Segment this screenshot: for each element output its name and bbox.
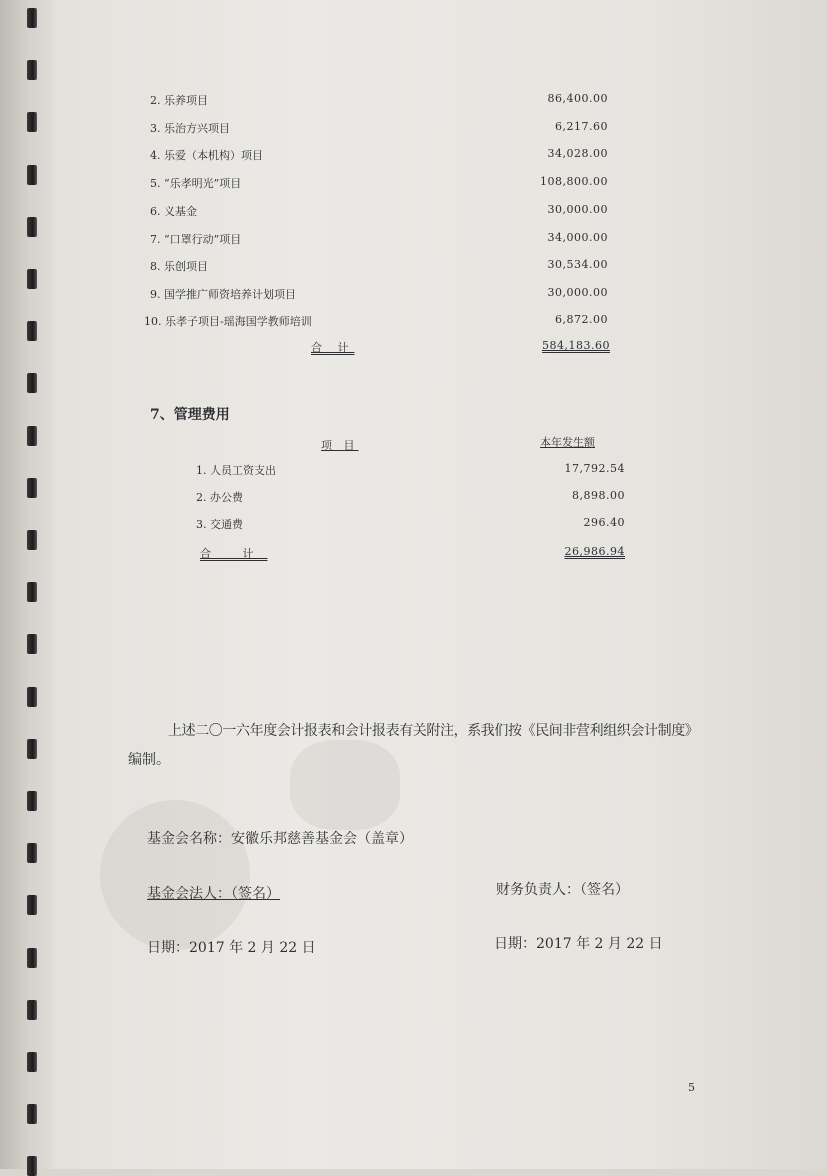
page-number: 5 xyxy=(688,1081,695,1094)
items-total-amount: 584,183.60 xyxy=(542,339,610,352)
binder-ring xyxy=(27,165,37,185)
project-item-label: 5. “乐孝明光”项目 xyxy=(150,177,242,190)
binder-ring xyxy=(27,373,37,393)
date-right: 日期：2017 年 2 月 22 日 xyxy=(494,936,663,952)
project-item-label: 3. 乐治方兴项目 xyxy=(150,122,230,135)
binder-ring xyxy=(27,426,37,446)
management-item-amount: 17,792.54 xyxy=(564,462,625,475)
management-item-label: 1. 人员工资支出 xyxy=(196,464,276,477)
column-header-item: 项 目 xyxy=(321,439,359,452)
date-left: 日期：2017 年 2 月 22 日 xyxy=(147,940,316,956)
binder-ring xyxy=(27,1104,37,1124)
binder-ring xyxy=(27,1156,37,1176)
binder-ring xyxy=(27,843,37,863)
management-item-amount: 296.40 xyxy=(583,516,625,529)
project-item-amount: 30,000.00 xyxy=(547,286,608,299)
project-item-amount: 6,217.60 xyxy=(555,120,608,133)
binder-ring xyxy=(27,269,37,289)
project-item-amount: 30,000.00 xyxy=(547,203,608,216)
binder-ring xyxy=(27,530,37,550)
statement-line-1: 上述二〇一六年度会计报表和会计报表有关附注，系我们按《民间非营利组织会计制度》 xyxy=(168,723,699,739)
foundation-name: 基金会名称：安徽乐邦慈善基金会（盖章） xyxy=(147,831,413,847)
binder-ring xyxy=(27,478,37,498)
binder-ring xyxy=(27,687,37,707)
management-item-label: 2. 办公费 xyxy=(196,491,243,504)
binder-ring xyxy=(27,8,37,28)
project-item-amount: 108,800.00 xyxy=(540,175,608,188)
stamp-bleed-through xyxy=(290,740,400,830)
legal-representative-signature: 基金会法人：（签名） xyxy=(147,886,280,902)
items-total-label: 合 计 xyxy=(311,341,355,354)
project-item-amount: 34,028.00 xyxy=(547,147,608,160)
project-item-label: 4. 乐爱（本机构）项目 xyxy=(150,149,263,162)
binder-ring xyxy=(27,321,37,341)
binder-ring xyxy=(27,1000,37,1020)
project-item-amount: 86,400.00 xyxy=(547,92,608,105)
mgmt-total-amount: 26,986.94 xyxy=(564,545,625,558)
project-item-label: 9. 国学推广师资培养计划项目 xyxy=(150,288,296,301)
binder-ring xyxy=(27,217,37,237)
mgmt-total-label: 合 计 xyxy=(200,547,268,560)
project-item-label: 6. 义基金 xyxy=(150,205,197,218)
project-item-label: 10. 乐孝子项目-瑶海国学教师培训 xyxy=(144,315,312,328)
finance-head-signature: 财务负责人：（签名） xyxy=(496,882,629,898)
binder-ring xyxy=(27,791,37,811)
project-item-amount: 34,000.00 xyxy=(547,231,608,244)
project-item-amount: 30,534.00 xyxy=(547,258,608,271)
management-item-amount: 8,898.00 xyxy=(572,489,625,502)
binder-ring xyxy=(27,739,37,759)
stamp-bleed-through xyxy=(100,800,250,950)
binder-ring xyxy=(27,895,37,915)
binder-ring xyxy=(27,634,37,654)
project-item-label: 7. “口罩行动”项目 xyxy=(150,233,242,246)
column-header-amount: 本年发生额 xyxy=(540,436,595,449)
project-item-label: 8. 乐创项目 xyxy=(150,260,208,273)
binder-ring xyxy=(27,60,37,80)
statement-line-2: 编制。 xyxy=(128,752,170,768)
management-item-label: 3. 交通费 xyxy=(196,518,243,531)
binder-ring xyxy=(27,1052,37,1072)
project-item-amount: 6,872.00 xyxy=(555,313,608,326)
binder-ring xyxy=(27,582,37,602)
binder-ring xyxy=(27,948,37,968)
project-item-label: 2. 乐养项目 xyxy=(150,94,208,107)
binder-ring xyxy=(27,112,37,132)
section-title: 7、管理费用 xyxy=(150,407,230,423)
